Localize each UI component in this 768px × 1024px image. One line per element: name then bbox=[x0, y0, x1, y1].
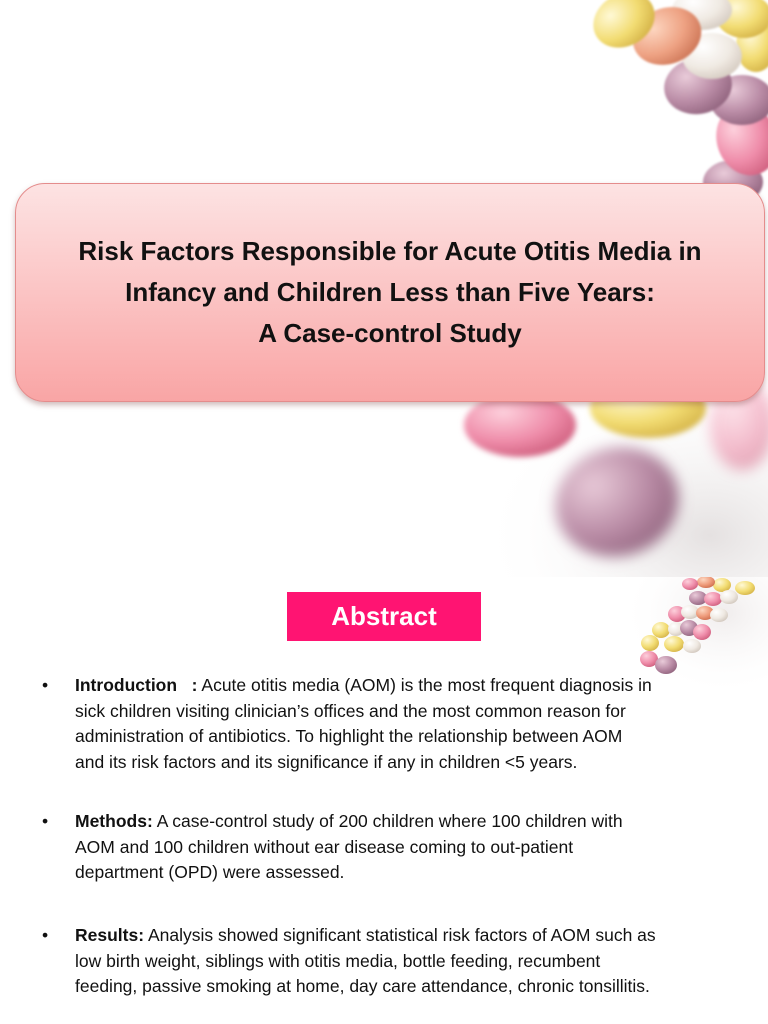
abstract-slide bbox=[0, 577, 768, 1024]
title-line: Infancy and Children Less than Five Years: bbox=[125, 277, 655, 307]
bullet-text-line: administration of antibiotics. To highlight the relationship between AOM bbox=[75, 726, 623, 746]
bullet-text-line bbox=[75, 809, 623, 835]
bullet-text-line: and its risk factors and its significance if any in children <5 years. bbox=[75, 751, 578, 772]
bullet-text-line bbox=[75, 923, 656, 949]
bullet-line-text: A case-control study of 200 children where 100 children with bbox=[156, 811, 623, 831]
bullet-label: Methods: bbox=[75, 811, 153, 831]
bullet-marker: • bbox=[42, 675, 49, 695]
title-line: Risk Factors Responsible for Acute Otitis Media in bbox=[78, 236, 702, 266]
title-line: A Case-control Study bbox=[258, 318, 522, 348]
bullet-text-line: department (OPD) were assessed. bbox=[75, 862, 345, 882]
bullet-line-text: Analysis showed significant statistical risk factors of AOM such as bbox=[147, 925, 656, 945]
bullet-text-line: feeding, passive smoking at home, day care attendance, chronic tonsillitis. bbox=[75, 976, 650, 996]
title-box bbox=[15, 183, 765, 402]
bullet-label: Introduction : bbox=[75, 675, 198, 695]
bullet-text bbox=[75, 673, 652, 775]
bullet-text-line: sick children visiting clinician’s offices and the most common reason for bbox=[75, 700, 626, 721]
bullet-text-line bbox=[75, 673, 652, 699]
bullet-marker: • bbox=[42, 811, 49, 831]
bullet-text-line: AOM and 100 children without ear disease coming to out-patient bbox=[75, 836, 574, 857]
bullet-label: Results: bbox=[75, 925, 145, 945]
bullet-text-line: low birth weight, siblings with otitis media, bottle feeding, recumbent bbox=[75, 950, 601, 971]
bullet-text bbox=[75, 809, 623, 886]
abstract-heading: Abstract bbox=[287, 592, 481, 641]
bullet-line-text: Acute otitis media (AOM) is the most frequent diagnosis in bbox=[201, 675, 652, 695]
bullet-marker: • bbox=[42, 925, 49, 945]
bullet-text bbox=[75, 923, 656, 1000]
